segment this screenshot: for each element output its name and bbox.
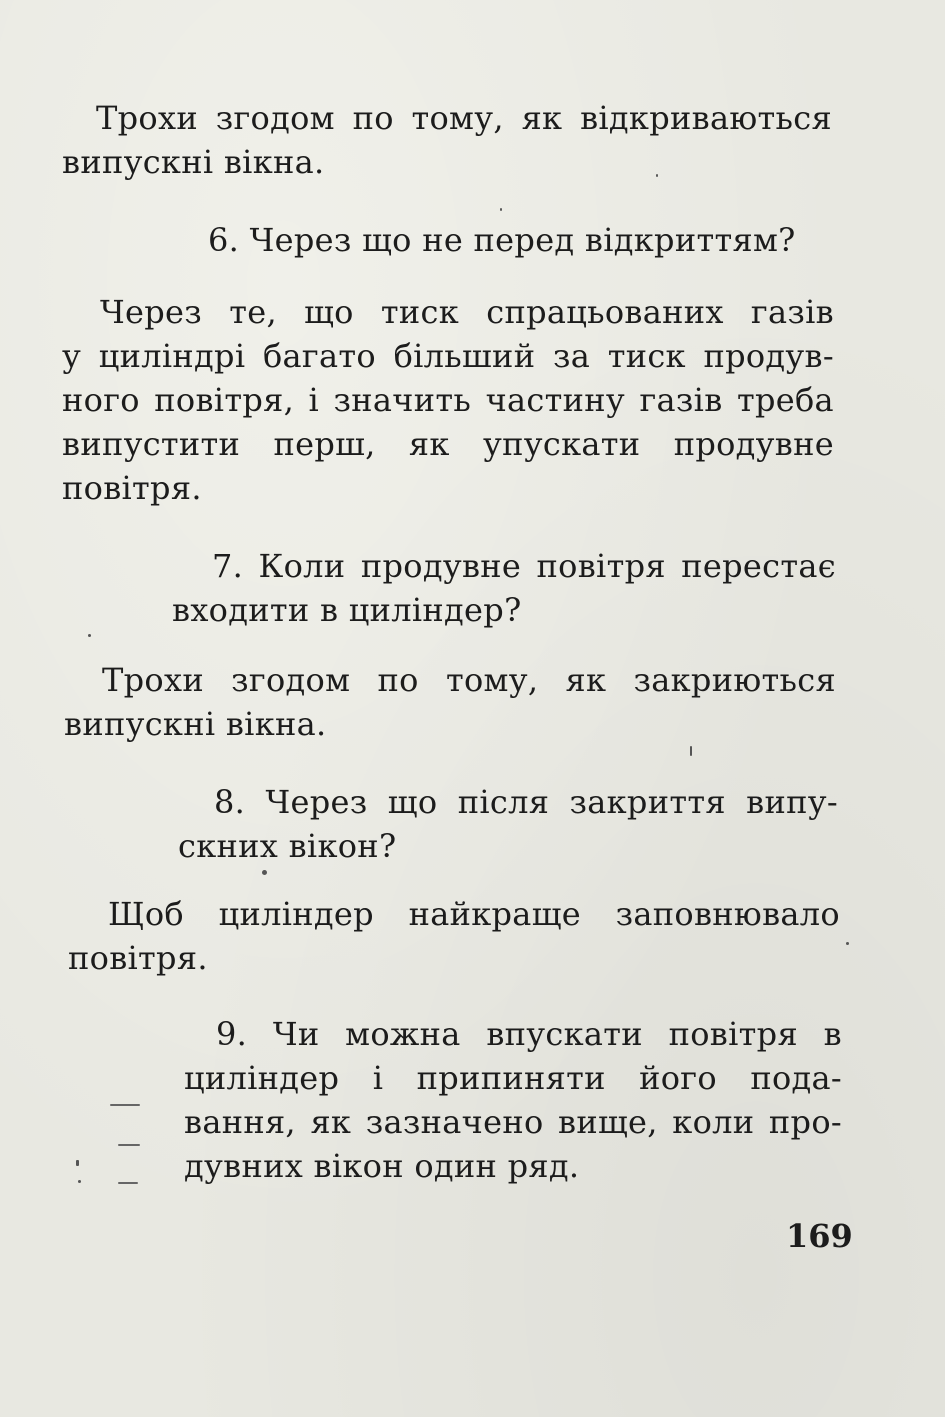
answer-6-line-2: [62, 334, 834, 378]
word: треба: [736, 381, 834, 419]
word: про-: [768, 1103, 842, 1141]
answer-6-line-3: [62, 378, 834, 422]
question-8-line-2: скних вікон?: [178, 827, 397, 865]
word: впускати: [486, 1015, 643, 1053]
page-number: 169: [786, 1217, 853, 1255]
scan-speck: [846, 942, 849, 945]
word: перестає: [681, 547, 836, 585]
question-6-line-1: 6. Через що не перед відкриттям?: [208, 221, 796, 259]
answer-7-line-1: [102, 658, 836, 702]
scan-speck: [262, 870, 267, 875]
word: багато: [262, 337, 376, 375]
word: повітря: [536, 547, 666, 585]
word: циліндрі: [98, 337, 246, 375]
word: як: [565, 661, 607, 699]
word: газів: [750, 293, 834, 331]
question-9-line-2: [184, 1056, 842, 1100]
word: по: [352, 99, 394, 137]
word: коли: [672, 1103, 755, 1141]
word: як: [408, 425, 450, 463]
word: вання,: [184, 1103, 296, 1141]
word: за: [552, 337, 591, 375]
scan-speck: [690, 746, 692, 756]
word: ного: [62, 381, 140, 419]
word: значить: [333, 381, 472, 419]
question-9-line-1: [216, 1012, 842, 1056]
answer-8-line-2: повітря.: [68, 939, 208, 977]
question-9-line-3: [184, 1100, 842, 1144]
scan-mark: [78, 1180, 81, 1183]
word: по: [377, 661, 419, 699]
word: циліндер: [218, 895, 374, 933]
word: випу-: [746, 783, 838, 821]
word: спрацьованих: [486, 293, 724, 331]
word: закриються: [633, 661, 836, 699]
scan-mark: [118, 1182, 138, 1184]
scan-mark: [118, 1144, 140, 1146]
word: повітря,: [154, 381, 295, 419]
word: частину: [485, 381, 626, 419]
question-8-line-1: [214, 780, 838, 824]
word: що: [304, 293, 354, 331]
word: зазначено: [365, 1103, 544, 1141]
word: продув-: [703, 337, 834, 375]
answer-5-line-2: випускні вікна.: [62, 143, 325, 181]
word: тому,: [411, 99, 504, 137]
word: упускати: [483, 425, 641, 463]
word: Коли: [258, 547, 346, 585]
word: згодом: [215, 99, 335, 137]
answer-7-line-2: випускні вікна.: [64, 705, 327, 743]
word: тому,: [445, 661, 539, 699]
word: що: [387, 783, 438, 821]
word: 9.: [216, 1015, 248, 1053]
scan-mark: [76, 1160, 79, 1166]
question-9-line-4: дувних вікон один ряд.: [184, 1147, 580, 1185]
word: 8.: [214, 783, 246, 821]
word: Через: [100, 293, 203, 331]
word: 7.: [212, 547, 244, 585]
answer-8-line-1: [108, 892, 840, 936]
word: повітря: [668, 1015, 798, 1053]
word: як: [310, 1103, 352, 1141]
word: випустити: [62, 425, 241, 463]
word: те,: [229, 293, 277, 331]
scan-speck: [88, 634, 91, 637]
word: газів: [639, 381, 723, 419]
answer-6-line-4: [62, 422, 834, 466]
answer-6-line-1: [100, 290, 834, 334]
word: Трохи: [96, 99, 198, 137]
word: Трохи: [102, 661, 204, 699]
word: циліндер: [184, 1059, 340, 1097]
word: в: [823, 1015, 842, 1053]
word: найкраще: [408, 895, 581, 933]
word: закриття: [569, 783, 726, 821]
scan-speck: [500, 208, 502, 211]
question-7-line-1: [212, 544, 836, 588]
word: заповнювало: [615, 895, 840, 933]
answer-5-line-1: [96, 96, 832, 140]
word: продувне: [673, 425, 834, 463]
word: у: [62, 337, 82, 375]
answer-6-line-5: повітря.: [62, 469, 202, 507]
word: Щоб: [108, 895, 184, 933]
word: Через: [265, 783, 368, 821]
word: як: [521, 99, 563, 137]
word: його: [639, 1059, 717, 1097]
scan-mark: [110, 1104, 140, 1106]
word: вище,: [558, 1103, 658, 1141]
word: тиск: [380, 293, 460, 331]
word: згодом: [231, 661, 351, 699]
word: Чи: [272, 1015, 320, 1053]
word: після: [457, 783, 550, 821]
word: тиск: [607, 337, 686, 375]
word: можна: [345, 1015, 461, 1053]
word: пода-: [750, 1059, 842, 1097]
word: перш,: [273, 425, 376, 463]
scan-speck: [656, 174, 658, 177]
word: продувне: [360, 547, 522, 585]
word: відкриваються: [580, 99, 832, 137]
word: і: [308, 381, 320, 419]
word: більший: [393, 337, 536, 375]
question-7-line-2: входити в циліндер?: [172, 591, 522, 629]
word: припиняти: [416, 1059, 606, 1097]
word: і: [372, 1059, 384, 1097]
